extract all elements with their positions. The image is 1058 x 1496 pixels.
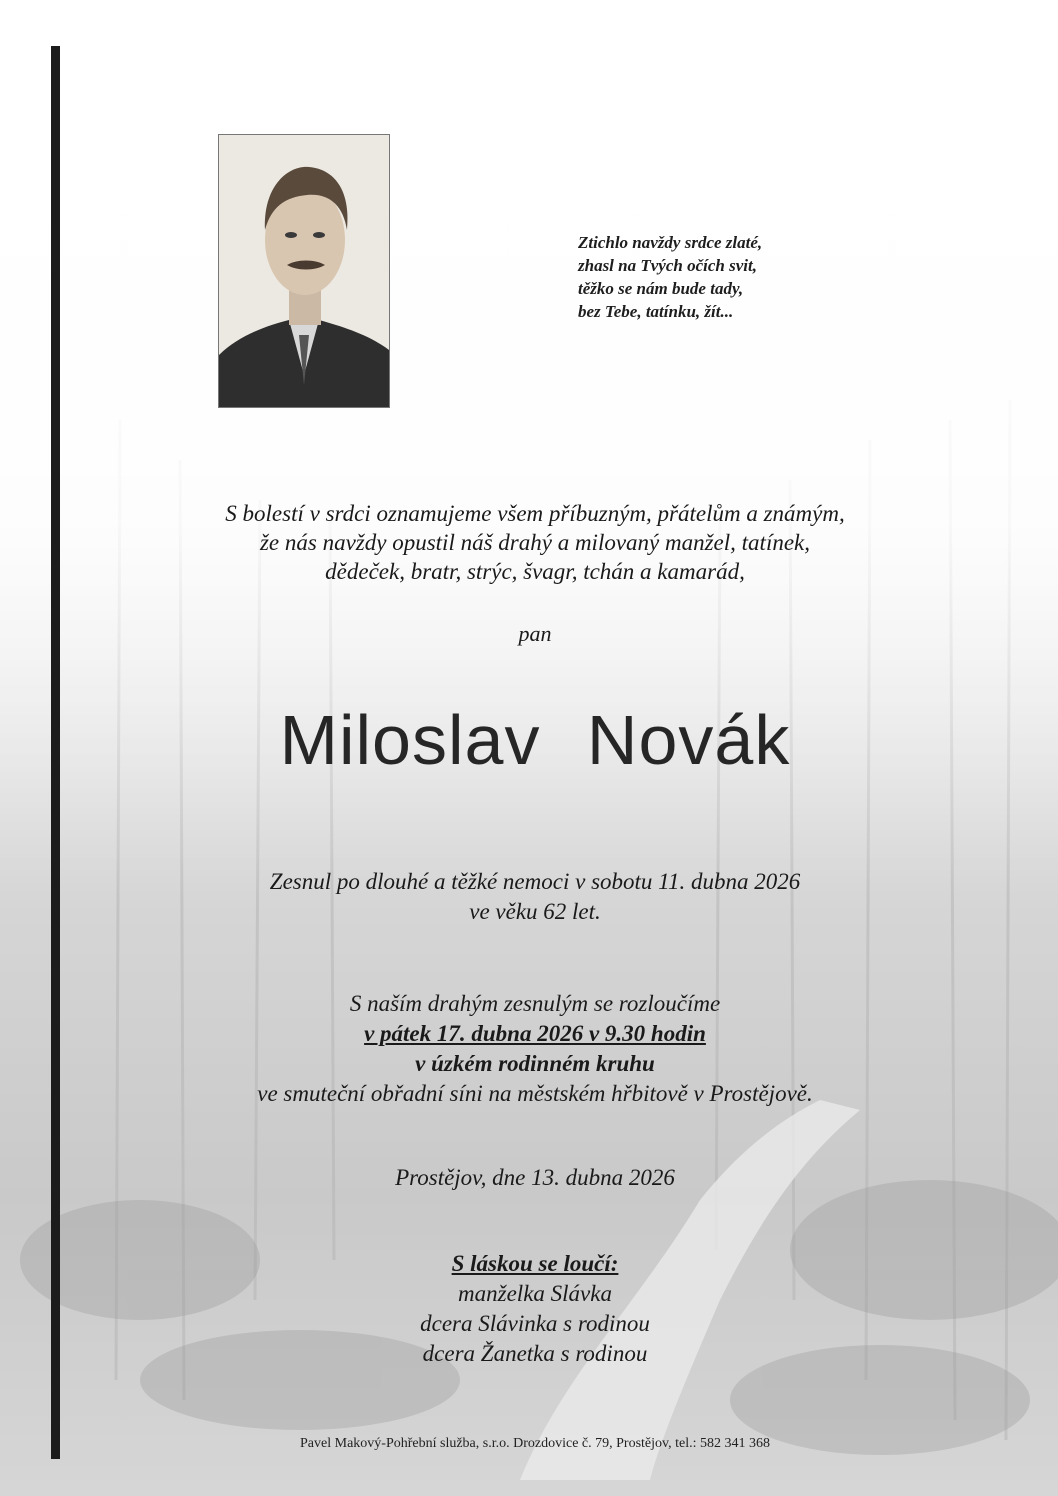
funeral-intro: S naším drahým zesnulým se rozloučíme [349, 991, 721, 1016]
mourner: dcera Žanetka s rodinou [422, 1341, 648, 1366]
poem-line: bez Tebe, tatínku, žít... [578, 302, 734, 321]
death-notice-line: ve věku 62 let. [469, 899, 601, 924]
mourner: manželka Slávka [458, 1281, 612, 1306]
funeral-datetime: v pátek 17. dubna 2026 v 9.30 hodin [364, 1021, 706, 1046]
poem-line: Ztichlo navždy srdce zlaté, [578, 233, 763, 252]
announcement [110, 499, 960, 586]
poem-line: zhasl na Tvých očích svit, [578, 256, 757, 275]
announcement-line: že nás navždy opustil náš drahý a milovaný manžel, tatínek, [259, 530, 810, 555]
poem-line: těžko se nám bude tady, [578, 279, 744, 298]
funeral-service-footer: Pavel Makový-Pohřební služba, s.r.o. Drozdovice č. 79, Prostějov, tel.: 582 341 368 [300, 1436, 770, 1451]
mourning-bar [51, 46, 60, 1459]
announcement-line: S bolestí v srdci oznamujeme všem příbuzným, přátelům a známým, [225, 501, 845, 526]
salutation: pan [518, 621, 552, 646]
place-date: Prostějov, dne 13. dubna 2026 [395, 1165, 675, 1190]
mourner: dcera Slávinka s rodinou [420, 1311, 650, 1336]
poem [578, 231, 878, 323]
mourners [110, 1249, 960, 1369]
announcement-line: dědeček, bratr, strýc, švagr, tchán a kamarád, [325, 559, 745, 584]
death-notice [110, 867, 960, 927]
deceased-name: Miloslav Novák [279, 701, 791, 779]
portrait-photo [218, 134, 390, 408]
mourners-heading: S láskou se loučí: [451, 1251, 619, 1276]
death-notice-line: Zesnul po dlouhé a těžké nemoci v sobotu 11. dubna 2026 [269, 869, 801, 894]
funeral-circle: v úzkém rodinném kruhu [415, 1051, 655, 1076]
funeral-location: ve smuteční obřadní síni na městském hřbitově v Prostějově. [257, 1081, 813, 1106]
funeral-info [110, 989, 960, 1109]
